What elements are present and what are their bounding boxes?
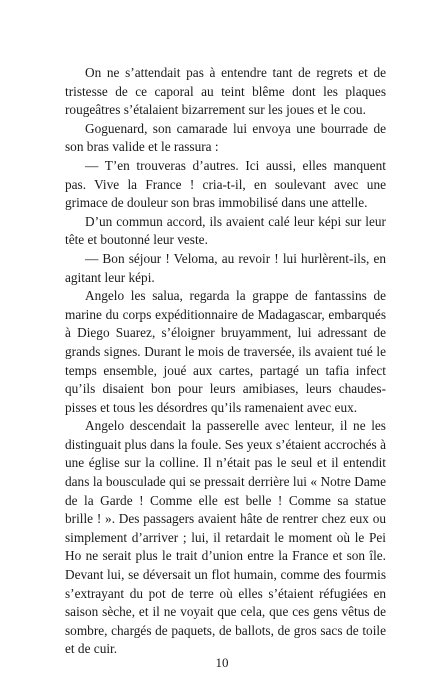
paragraph: — T’en trouveras d’autres. Ici aussi, elles manquent pas. Vive la France ! cria-t-il, en soulevant avec une grimace de douleur son bras immobilisé dans une attelle. bbox=[65, 157, 386, 211]
paragraph: D’un commun accord, ils avaient calé leur képi sur leur tête et boutonné leur veste. bbox=[65, 213, 386, 248]
paragraph: Angelo les salua, regarda la grappe de fantassins de marine du corps expéditionnaire de Madagascar, embarqués à Diego Suarez, s’éloigner bruyamment, lui adressant de grands signes. Durant le mois de traversée, ils avaient tué le temps ensemble, joué aux cartes, partagé un tafia infect qu’ils disaient bon pour leurs amibiases, leurs chaudespisses et tous les désordres qu’ils ramenaient avec eux. bbox=[65, 288, 386, 415]
page-number: 10 bbox=[215, 655, 229, 670]
paragraph: — Bon séjour ! Veloma, au revoir ! lui hurlèrent-ils, en agitant leur képi. bbox=[65, 250, 386, 285]
paragraph: Goguenard, son camarade lui envoya une bourrade de son bras valide et le rassura : bbox=[65, 120, 386, 155]
paragraph: Angelo descendait la passerelle avec lenteur, il ne les distinguait plus dans la foule. Ses yeux s’étaient accrochés à une église sur la colline. Il n’était pas le seul et il entendit dans la bousculade qui se pressait derrière lui « Notre Dame de la Garde ! Comme elle est belle ! Comme sa statue brille ! ». Des passagers avaient hâte de rentrer chez eux ou simplement d’arriver ; lui, il retardait le moment où le Pei Ho ne serait plus le trait d’union entre la France et son île. Devant lui, se déversait un flot humain, comme des fourmis s’extrayant du pot de terre où elles s’étaient réfugiées en saison sèche, et il ne voyait que cela, que ces gens vêtus de sombre, chargés de paquets, de ballots, de gros sacs de toile et de cuir. bbox=[65, 418, 386, 657]
book-page-body bbox=[65, 64, 386, 659]
paragraph: On ne s’attendait pas à entendre tant de regrets et de tristesse de ce caporal au teint blême dont les plaques rougeâtres s’étalaient bizarrement sur les joues et le cou. bbox=[65, 65, 386, 118]
